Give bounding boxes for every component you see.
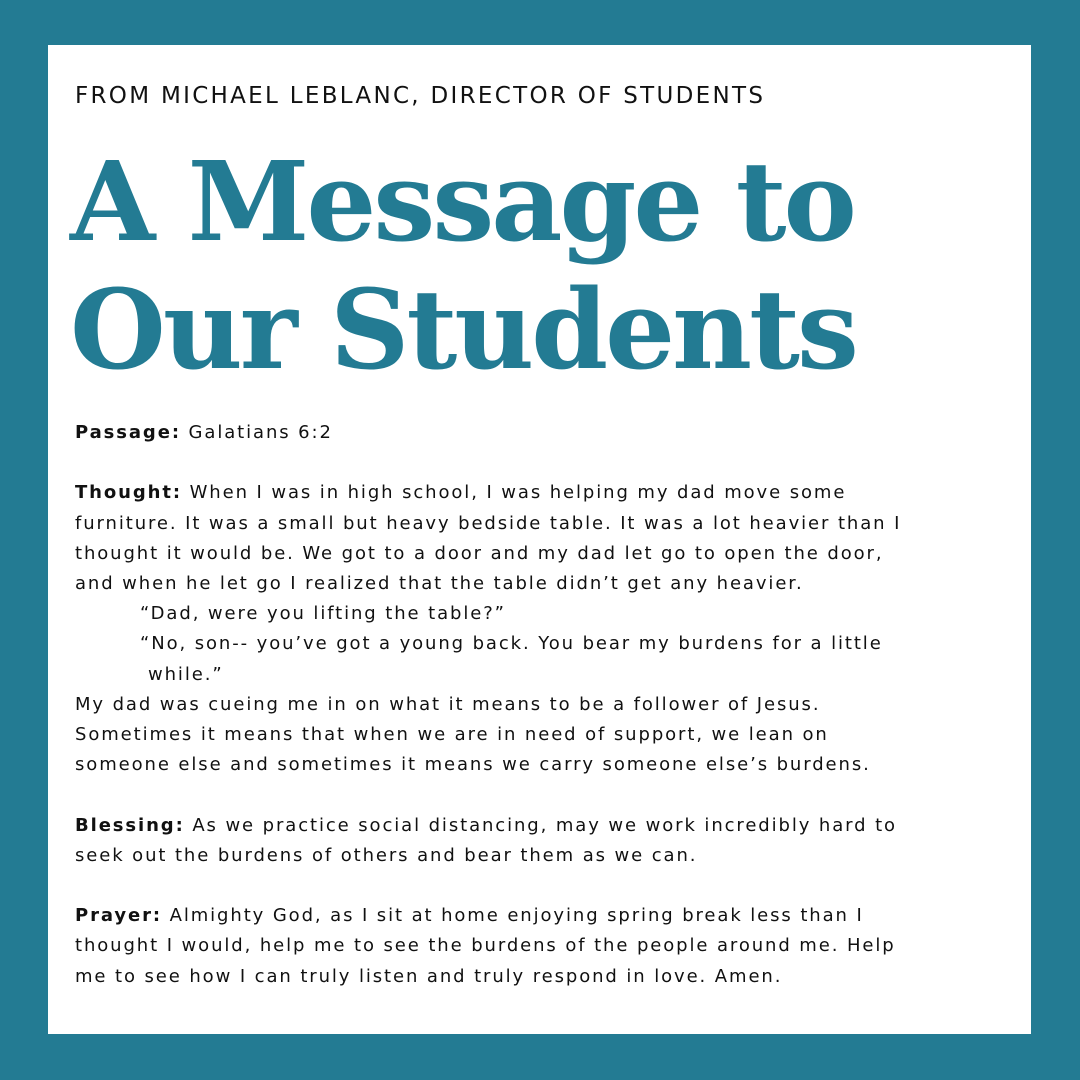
thought-after-3: someone else and sometimes it means we carry someone else’s burdens.	[75, 754, 871, 776]
passage-text: Galatians 6:2	[180, 422, 333, 443]
thought-line-4: and when he let go I realized that the table didn’t get any heavier.	[75, 573, 804, 594]
byline: FROM MICHAEL LEBLANC, DIRECTOR OF STUDENTS	[75, 83, 766, 109]
thought-line-2: furniture. It was a small but heavy bedside table. It was a lot heavier than I	[75, 512, 902, 534]
prayer-label: Prayer:	[75, 905, 162, 927]
prayer-line-3: me to see how I can truly listen and truly respond in love. Amen.	[75, 965, 783, 987]
thought-label: Thought:	[75, 482, 182, 504]
blessing-line-1	[75, 811, 965, 841]
blessing-line-2: seek out the burdens of others and bear them as we can.	[75, 844, 698, 866]
page-title	[70, 138, 970, 394]
prayer-line-2: thought I would, help me to see the burdens of the people around me. Help	[75, 935, 896, 957]
title-line-2: Our Students	[70, 265, 856, 394]
passage-label: Passage:	[75, 422, 181, 443]
passage-paragraph	[75, 418, 965, 448]
thought-after-2: Sometimes it means that when we are in need of support, we lean on	[75, 724, 829, 746]
prayer-line-1	[75, 901, 965, 931]
thought-line-1	[75, 478, 965, 508]
title-line-1: A Message to	[70, 137, 854, 266]
thought-text-1: When I was in high school, I was helping my dad move some	[181, 482, 847, 504]
thought-quote-1: “Dad, were you lifting the table?”	[140, 603, 506, 625]
prayer-text-1: Almighty God, as I sit at home enjoying spring break less than I	[161, 905, 864, 927]
blessing-text-1: As we practice social distancing, may we work incredibly hard to	[184, 814, 897, 836]
message-body	[75, 418, 965, 992]
blessing-label: Blessing:	[75, 814, 185, 836]
thought-quote-2-cont: while.”	[148, 663, 224, 685]
thought-after-1: My dad was cueing me in on what it means to be a follower of Jesus.	[75, 693, 821, 715]
thought-line-3: thought it would be. We got to a door and my dad let go to open the door,	[75, 542, 884, 564]
thought-quote-2: “No, son-- you’ve got a young back. You bear my burdens for a little	[140, 633, 883, 655]
